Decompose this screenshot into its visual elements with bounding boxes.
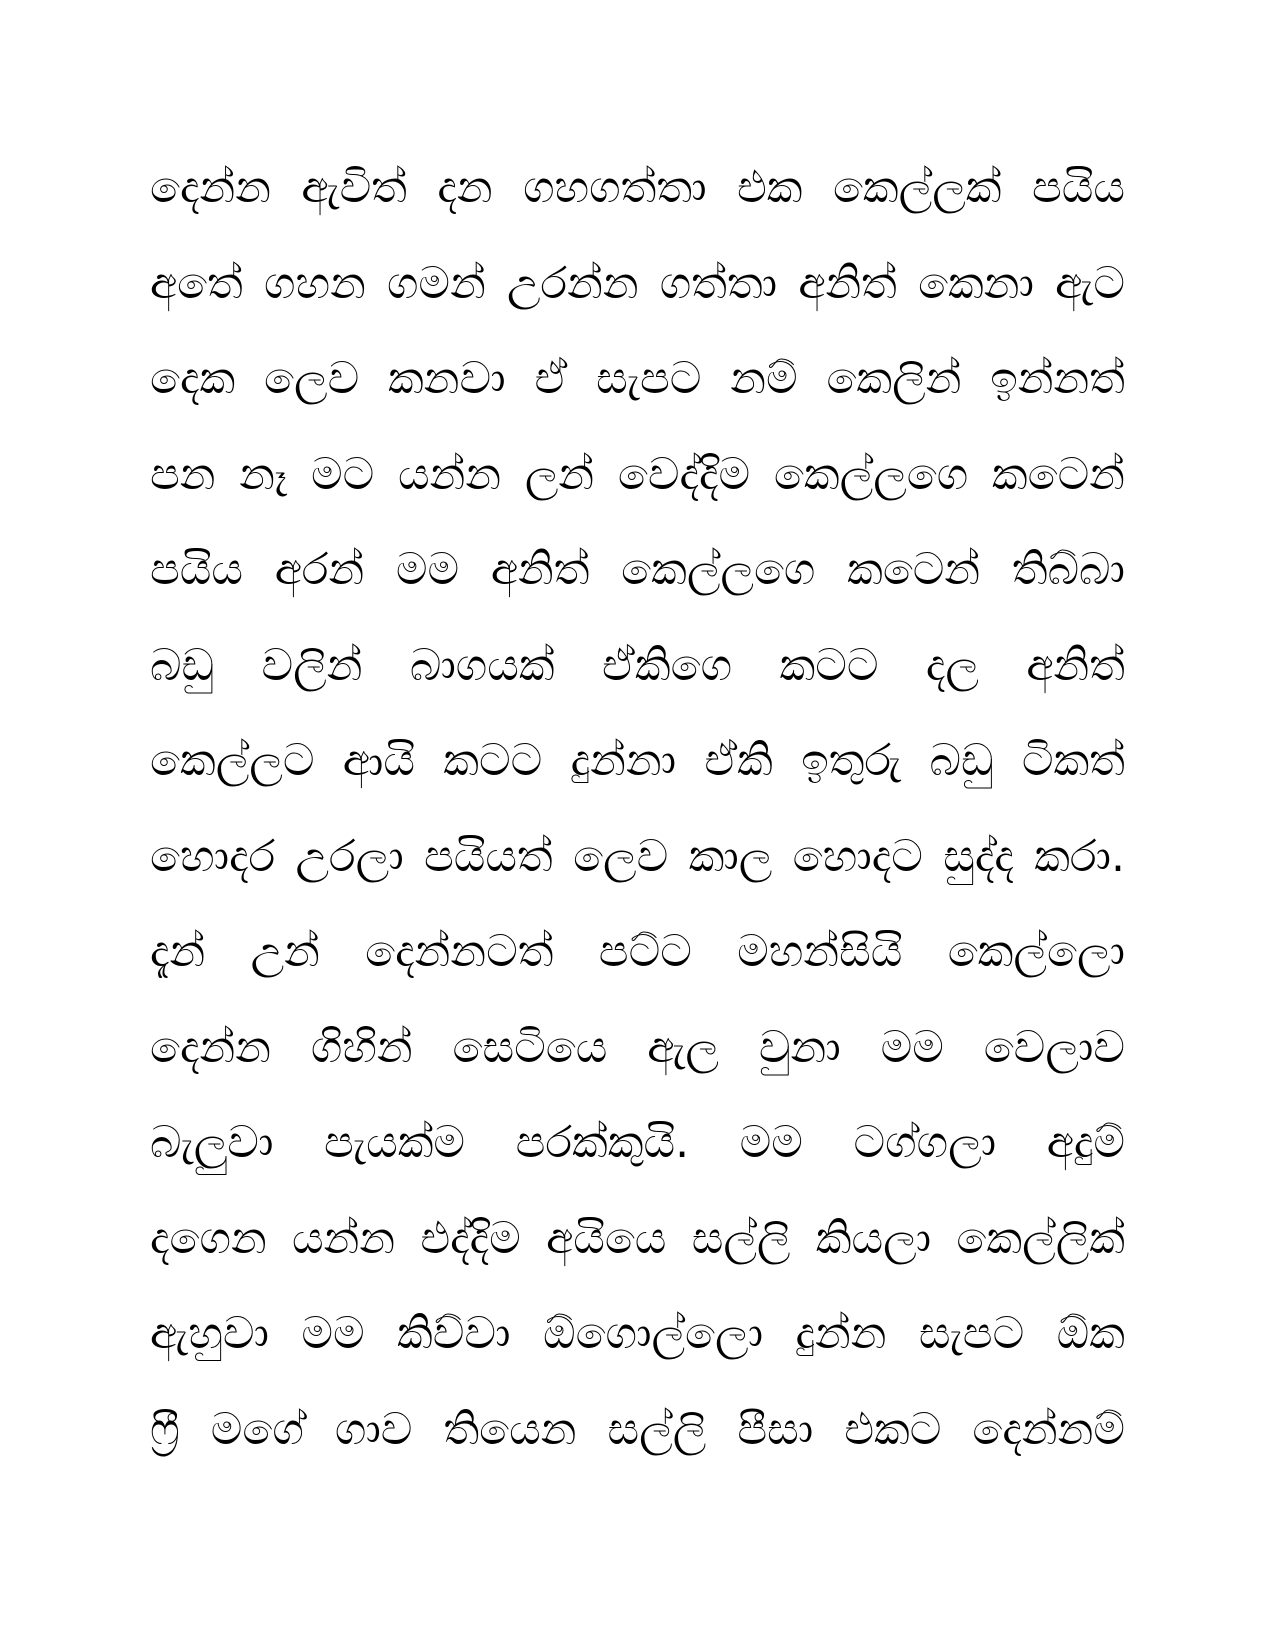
text-line-2: අතේ ගහන ගමන් උරන්න ගත්තා අනිත් කෙනා ඇට <box>150 257 1125 309</box>
text-line-7: කෙල්ලට ආයි කටට දුන්නා ඒකි ඉතුරු බඩු ටිකත් <box>150 735 1125 786</box>
text-line-6: බඩු වලින් බාගයක් ඒකිගෙ කටට දල අනිත් <box>150 639 1125 691</box>
text-line-12: දගෙන යන්න එද්දිම අයියෙ සල්ලි කියලා කෙල්ලික් <box>150 1212 1125 1264</box>
text-line-14: ෆ්‍රී මගේ ගාව තියෙන සල්ලි පීසා එකට දෙන්නම් <box>150 1403 1125 1455</box>
text-line-1: දෙන්න ඇවිත් දන ගහගත්තා එක කෙල්ලක් පයිය <box>150 162 1125 213</box>
body-text <box>150 140 1125 1477</box>
text-line-8: හොදර උරලා පයියත් ලෙව කාල හොදට සුද්ද කරා. <box>150 830 1125 882</box>
text-line-11: බැලුවා පැයක්ම පරක්කුයි. මම ටග්ගලා අදුම් <box>150 1117 1125 1168</box>
text-line-5: පයිය අරන් මම අනිත් කෙල්ලගෙ කටෙන් තිබ්බා <box>150 544 1125 595</box>
text-line-9: දැන් උන් දෙන්නටත් පට්ට මහන්සියි කෙල්ලො <box>150 926 1125 977</box>
text-line-4: පන නෑ මට යන්න ලන් වෙද්දිම කෙල්ලගෙ කටෙන් <box>150 448 1125 500</box>
text-line-13: ඇහුවා මම කිව්වා ඕගොල්ලො දුන්න සැපට ඕක <box>150 1308 1125 1359</box>
text-line-10: දෙන්න ගිහින් සෙටියෙ ඇල වුනා මම වෙලාව <box>150 1021 1125 1073</box>
text-line-3: දෙක ලෙව කනවා ඒ සැපට නම් කෙලින් ඉන්නත් <box>150 353 1125 404</box>
